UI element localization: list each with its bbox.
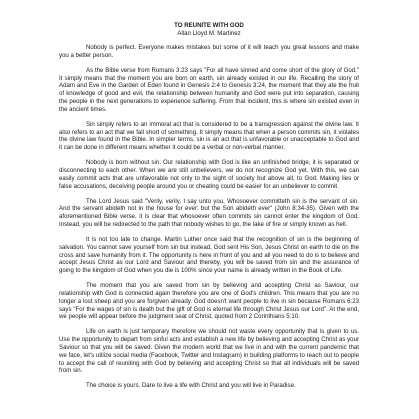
document-title: TO REUNITE WITH GOD	[174, 22, 244, 29]
document-body	[59, 44, 359, 390]
paragraph-8: Life on earth is just temporary therefore we should not waste every opportunity that is given to us. Use the opportunity to depart from sinful acts and establish a new life by believing and accepting Christ as your Saviour so that you will be saved. Given the modern world that we live in and with the current pandemic that we face, let's utilize social media (Facebook, Twitter and Instagram) in building platforms to reach out to people to accept the call of reuniting with God by believing and accepting Christ so that all individuals will be saved from sin.	[59, 328, 359, 375]
paragraph-5: The Lord Jesus said "Verily, verily, I say unto you, Whosoever committeth sin is the servant of sin. And the servant abideth not in the house for ever: but the Son abideth ever" (John 8:34-35). Given with the aforementioned Bible verse, it is clear that whosoever often commits sin cannot enter the kingdom of God. Instead, you will be redirected to the path that nobody wishes to go, the lake of fire or simply known as hell.	[59, 197, 359, 228]
paragraph-3: Sin simply refers to an immoral act that is considered to be a transgression against the divine law. It also refers to an act that we fall short of something. It simply means that when a person commits sin, it violates the divine law found in the Bible. In simpler terms, sin is an act that is unfavorable or unacceptable to God and it can be done in different means whether it could be a verbal or non-verbal manner.	[59, 120, 359, 152]
paragraph-1: Nobody is perfect. Everyone makes mistakes but some of it will teach you great lessons and make you a better person.	[59, 44, 359, 59]
paragraph-9: The choice is yours. Dare to live a life with Christ and you will live in Paradise.	[86, 382, 296, 390]
paragraph-4: Nobody is born without sin. Our relationship with God is like an unfinished bridge, it is separated or disconnecting to each other. When we are still unbelievers, we do not recognize God yet. With this, we can easily commit acts that are unfavorable not only to the sight of society but above all, to God. Making lies or false accusations, deceiving people around you or cheating could be easier for an unbeliever to commit.	[59, 159, 359, 190]
paragraph-7: The moment that you are saved from sin by believing and accepting Christ as Saviour, our relationship with God is connected again therefore you are one of God's children. This means that you are no longer a lost sheep and you are forgiven already. God doesn't want people to live in sin because Romans 6:23 says "For the wages of sin is death but the gift of God is eternal life through Christ Jesus our Lord". At the end, we people will appear before the judgment seat of Christ, quoted from 2 Corinthians 5:10.	[59, 282, 359, 321]
paragraph-6: It is not too late to change. Martin Luther once said that the recognition of sin is the beginning of salvation. You cannot save yourself from sin but instead, God sent His Son, Jesus Christ on earth to die on the cross and save humanity from it. The opportunity is here in front of you and all you need to do is to believe and accept Jesus Christ as our Lord and Saviour and thereby, you will be saved from sin and the assurance of going to the kingdom of God when you die is 100% since your name is already written in the Book of Life.	[59, 235, 359, 275]
paragraph-2: As the Bible verse from Romans 3:23 says "For all have sinned and come short of the glory of God." It simply means that the moment you are born on earth, sin already existed in our life. Recalling the story of Adam and Eve in the Garden of Eden found in Genesis 2:4 to Genesis 3:24, the moment that they ate the fruit of knowledge of good and evil, the relationship between humanity and God were put into separation, causing the people in the next generations to experience suffering. From that incident, this is where sin existed even in the ancient times.	[59, 66, 359, 113]
document-author: Allan Lloyd M. Martinez	[177, 29, 241, 37]
